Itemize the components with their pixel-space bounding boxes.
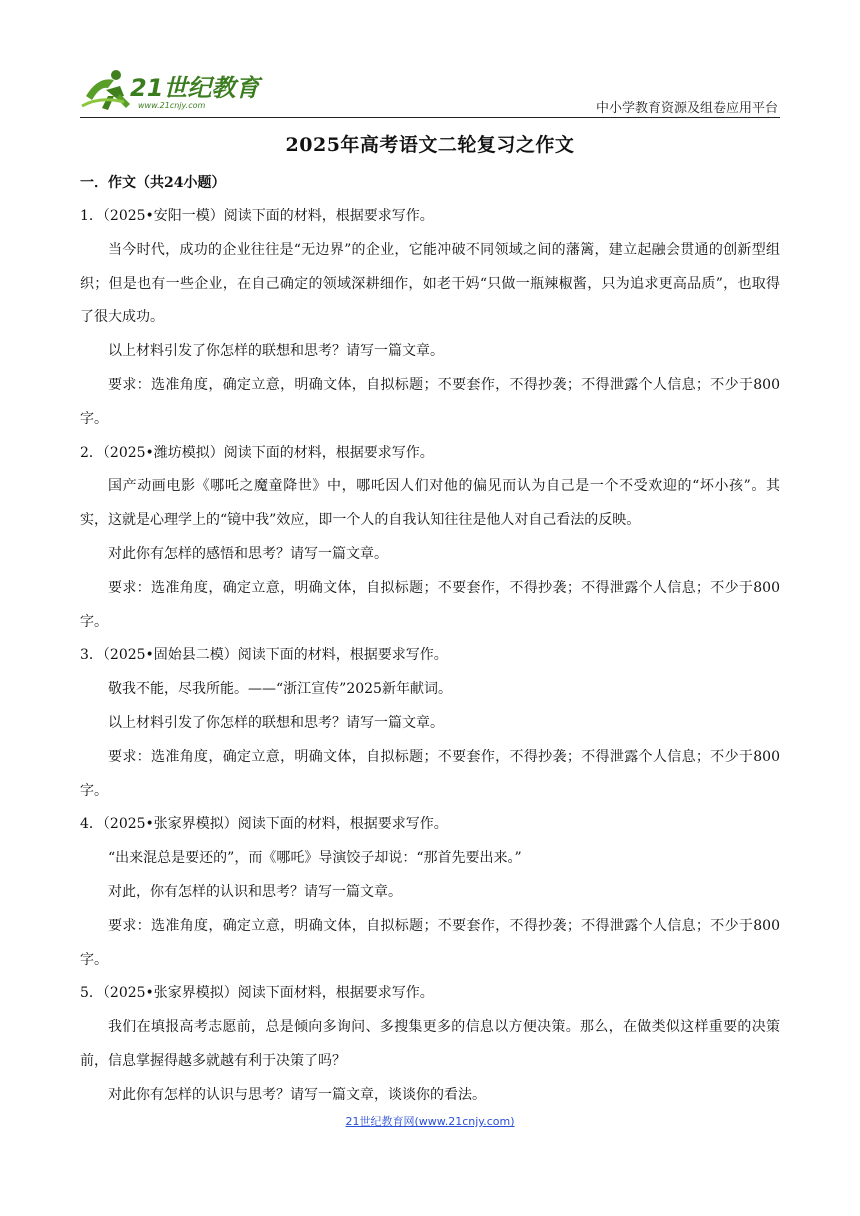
question-5-head: 5．（2025•张家界模拟）阅读下面材料，根据要求写作。 — [80, 985, 434, 1002]
question-5-prompt: 对此你有怎样的认识与思考？请写一篇文章，谈谈你的看法。 — [108, 1086, 486, 1103]
page-header — [80, 64, 780, 116]
question-3-requirements: 要求：选准角度，确定立意，明确文体，自拟标题；不要套作，不得抄袭；不得泄露个人信息；不少于800字。 — [80, 748, 780, 799]
question-2-head: 2．（2025•潍坊模拟）阅读下面的材料，根据要求写作。 — [80, 444, 434, 461]
logo — [80, 66, 270, 112]
question-2-material: 国产动画电影《哪吒之魔童降世》中，哪吒因人们对他的偏见而认为自己是一个不受欢迎的“坏小孩”。其实，这就是心理学上的“镜中我”效应，即一个人的自我认知往往是他人对自己看法的反映。 — [80, 478, 780, 529]
question-4-head: 4．（2025•张家界模拟）阅读下面的材料，根据要求写作。 — [80, 816, 448, 833]
question-3-prompt: 以上材料引发了你怎样的联想和思考？请写一篇文章。 — [108, 714, 444, 731]
question-list — [80, 200, 780, 1113]
question-4-material: “出来混总是要还的”，而《哪吒》导演饺子却说：“那首先要出来。” — [108, 850, 522, 867]
platform-label: 中小学教育资源及组卷应用平台 — [595, 101, 778, 116]
question-1-requirements: 要求：选准角度，确定立意，明确文体，自拟标题；不要套作，不得抄袭；不得泄露个人信息；不少于800字。 — [80, 376, 780, 427]
question-4-prompt: 对此，你有怎样的认识和思考？请写一篇文章。 — [108, 883, 402, 900]
question-2-prompt: 对此你有怎样的感悟和思考？请写一篇文章。 — [108, 545, 388, 562]
question-3-material: 敬我不能，尽我所能。——“浙江宣传”2025新年献词。 — [108, 681, 452, 698]
question-3-head: 3．（2025•固始县二模）阅读下面的材料，根据要求写作。 — [80, 647, 448, 664]
logo-url: www.21cnjy.com — [138, 101, 206, 110]
runner-icon — [82, 70, 130, 110]
header-divider — [80, 117, 780, 118]
question-1-head: 1．（2025•安阳一模）阅读下面的材料，根据要求写作。 — [80, 208, 434, 224]
question-5-material: 我们在填报高考志愿前，总是倾向多询问、多搜集更多的信息以方便决策。那么，在做类似这样重要的决策前，信息掌握得越多就越有利于决策了吗？ — [80, 1019, 780, 1069]
question-1-material: 当今时代，成功的企业往往是“无边界”的企业，它能冲破不同领域之间的藩篱，建立起融会贯通的创新型组织；但是也有一些企业，在自己确定的领域深耕细作，如老干妈“只做一瓶辣椒酱，只为追求更高品质”，也取得了很大成功。 — [80, 241, 780, 326]
question-4-requirements: 要求：选准角度，确定立意，明确文体，自拟标题；不要套作，不得抄袭；不得泄露个人信息；不少于800字。 — [80, 917, 780, 968]
logo-text: 21世纪教育 — [130, 74, 260, 102]
footer-link[interactable]: 21世纪教育网(www.21cnjy.com) — [345, 1115, 515, 1128]
section-heading: 一．作文（共24小题） — [80, 175, 226, 191]
question-2-requirements: 要求：选准角度，确定立意，明确文体，自拟标题；不要套作，不得抄袭；不得泄露个人信息；不少于800字。 — [80, 579, 780, 630]
document-title: 2025年高考语文二轮复习之作文 — [285, 134, 575, 156]
question-1-prompt: 以上材料引发了你怎样的联想和思考？请写一篇文章。 — [108, 343, 444, 360]
page-footer — [0, 1113, 860, 1129]
